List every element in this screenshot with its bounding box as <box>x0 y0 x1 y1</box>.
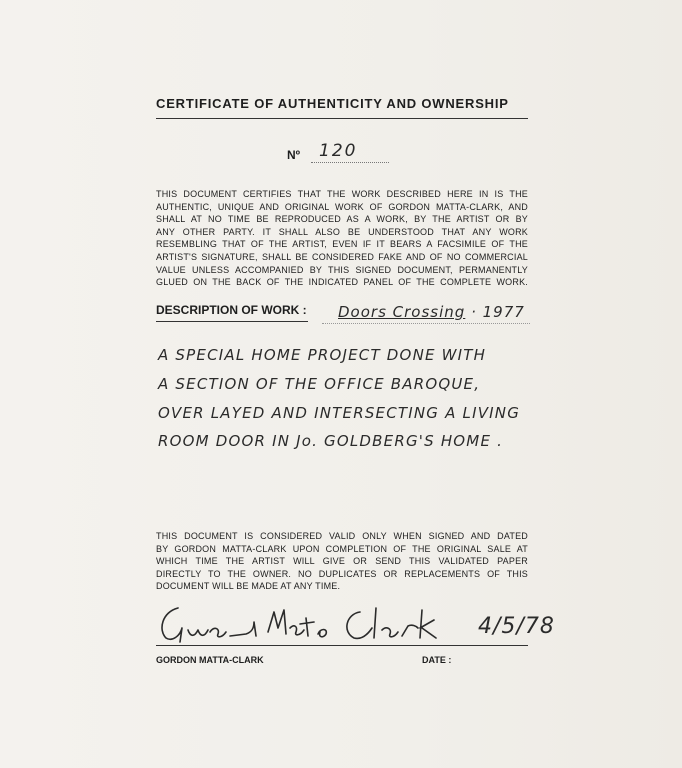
statement-line: ARTIST'S SIGNATURE, SHALL BE CONSIDERED FAKE AND OF NO COMMERCIAL <box>156 252 528 262</box>
signer-label: GORDON MATTA-CLARK <box>156 655 264 665</box>
description-label: DESCRIPTION OF WORK : <box>156 303 307 317</box>
certificate-title: CERTIFICATE OF AUTHENTICITY AND OWNERSHIP <box>156 96 528 119</box>
date-label: DATE : <box>422 655 452 665</box>
description-line: OVER LAYED AND INTERSECTING A LIVING <box>158 404 521 422</box>
statement-line: THIS DOCUMENT CERTIFIES THAT THE WORK DESCRIBED HERE IN IS THE <box>156 189 528 199</box>
artist-signature <box>150 598 450 648</box>
statement-line: AUTHENTIC, UNIQUE AND ORIGINAL WORK OF GORDON MATTA-CLARK, AND <box>156 201 528 212</box>
validity-line: THIS DOCUMENT IS CONSIDERED VALID ONLY WHEN SIGNED AND DATED <box>156 531 528 541</box>
statement-line: GLUED ON THE BACK OF THE INDICATED PANEL OF THE COMPLETE WORK. <box>156 277 528 288</box>
description-line: ROOM DOOR IN Jo. GOLDBERG'S HOME . <box>158 432 504 450</box>
validity-line: DIRECTLY TO THE OWNER. NO DUPLICATES OR REPLACEMENTS OF THIS <box>156 568 528 579</box>
statement-line: SHALL AT NO TIME BE REPRODUCED AS A WORK, BY THE ARTIST OR BY <box>156 214 528 225</box>
validity-line: DOCUMENT WILL BE MADE AT ANY TIME. <box>156 581 341 592</box>
statement-line: RESEMBLING THAT OF THE ARTIST, EVEN IF IT BEARS A FACSIMILE OF THE <box>156 239 528 250</box>
signature-line <box>156 645 528 646</box>
number-underline <box>311 162 389 163</box>
work-title: Doors Crossing <box>338 303 466 321</box>
number-label: Nº <box>287 148 301 162</box>
statement-line: VALUE UNLESS ACCOMPANIED BY THIS SIGNED DOCUMENT, PERMANENTLY <box>156 264 528 275</box>
description-line: A SPECIAL HOME PROJECT DONE WITH <box>158 346 487 364</box>
validity-line: WHICH TIME THE ARTIST WILL GIVE OR SEND THIS VALIDATED PAPER <box>156 556 528 567</box>
validity-line: BY GORDON MATTA-CLARK UPON COMPLETION OF THE ORIGINAL SALE AT <box>156 543 528 554</box>
certificate-number: 120 <box>319 141 358 161</box>
work-year: · 1977 <box>471 303 525 321</box>
description-label-underline <box>156 321 308 322</box>
signature-date: 4/5/78 <box>478 614 555 639</box>
work-title-handwritten <box>338 303 525 321</box>
statement-line: ANY OTHER PARTY. IT SHALL ALSO BE UNDERSTOOD THAT ANY WORK <box>156 226 528 237</box>
work-title-dotted-line <box>322 323 530 324</box>
description-line: A SECTION OF THE OFFICE BAROQUE, <box>158 375 481 393</box>
